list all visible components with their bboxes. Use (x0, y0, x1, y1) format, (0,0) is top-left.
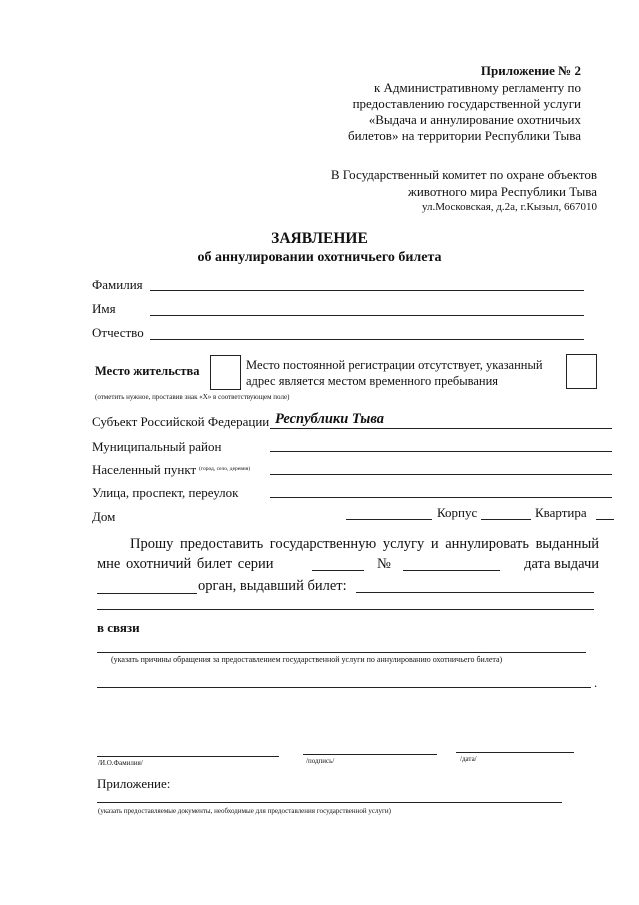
request-line-1: Прошу предоставить государственную услугу и аннулировать выданный (129, 536, 599, 552)
reason-label: в связи (97, 620, 140, 635)
addressee-line-3: ул.Московская, д.2а, г.Кызыл, 667010 (421, 201, 597, 213)
name-label: Имя (92, 301, 116, 316)
street-input-line[interactable] (270, 497, 612, 498)
request-line-2-c: дата выдачи (524, 556, 599, 572)
reason-input-line-2[interactable] (97, 687, 591, 688)
appendix-line-2: предоставлению государственной услуги (352, 96, 581, 111)
no-registration-checkbox[interactable] (566, 354, 597, 389)
attachment-label: Приложение: (97, 776, 171, 791)
apartment-input-line[interactable] (596, 519, 614, 520)
issuing-authority-input-line-2[interactable] (97, 609, 594, 610)
reason-hint: (указать причины обращения за предоставлением государственной услуги по аннулированию охотничьего билета) (111, 655, 503, 664)
request-line-2-b: № (377, 556, 391, 572)
locality-input-line[interactable] (270, 474, 612, 475)
issuing-authority-input-line[interactable] (356, 592, 594, 593)
appendix-line-4: билетов» на территории Республики Тыва (347, 128, 581, 143)
surname-label: Фамилия (92, 277, 143, 292)
no-registration-text-2: адрес является местом временного пребывания (246, 374, 499, 388)
signature-caption: /подпись/ (306, 757, 335, 765)
date-caption: /дата/ (460, 755, 477, 763)
residence-label: Место жительства (95, 364, 200, 378)
reason-input-line[interactable] (97, 652, 586, 653)
appendix-line-1: к Административному регламенту по (373, 80, 581, 95)
district-label: Муниципальный район (92, 439, 222, 454)
patronymic-input-line[interactable] (150, 339, 584, 340)
subject-label: Субъект Российской Федерации (92, 414, 270, 429)
issue-date-input-line[interactable] (97, 593, 197, 594)
no-registration-text-1: Место постоянной регистрации отсутствует, указанный (246, 358, 543, 372)
date-input-line[interactable] (456, 752, 574, 753)
attachment-hint: (указать предоставляемые документы, необходимые для предоставления государственной услуги) (98, 807, 391, 815)
locality-label: Населенный пункт (92, 462, 197, 477)
fio-caption: /И.О.Фамилия/ (98, 759, 143, 767)
residence-checkbox[interactable] (210, 355, 241, 390)
appendix-title: Приложение № 2 (480, 63, 581, 78)
street-label: Улица, проспект, переулок (92, 485, 239, 500)
house-label: Дом (92, 509, 116, 524)
building-input-line[interactable] (481, 519, 531, 520)
name-input-line[interactable] (150, 315, 584, 316)
addressee-line-2: животного мира Республики Тыва (407, 184, 597, 199)
reason-end-mark: . (594, 675, 598, 690)
district-input-line[interactable] (270, 451, 612, 452)
addressee-line-1: В Государственный комитет по охране объектов (330, 167, 597, 182)
document-subtitle: об аннулировании охотничьего билета (197, 250, 442, 265)
fio-input-line[interactable] (97, 756, 279, 757)
ticket-series-input-line[interactable] (312, 570, 364, 571)
ticket-number-input-line[interactable] (403, 570, 500, 571)
signature-input-line[interactable] (303, 754, 437, 755)
request-line-3: орган, выдавший билет: (198, 578, 347, 594)
appendix-line-3: «Выдача и аннулирование охотничьих (368, 112, 581, 127)
apartment-label: Квартира (535, 505, 587, 520)
house-input-line[interactable] (346, 519, 432, 520)
request-line-2-a: мне охотничий билет серии (97, 556, 274, 572)
building-label: Корпус (437, 505, 478, 520)
subject-value: Республики Тыва (275, 411, 384, 427)
residence-hint: (отметить нужное, проставив знак «Х» в соответствующем поле) (95, 393, 290, 401)
attachment-input-line[interactable] (97, 802, 562, 803)
patronymic-label: Отчество (92, 325, 144, 340)
surname-input-line[interactable] (150, 290, 584, 291)
document-title: ЗАЯВЛЕНИЕ (271, 230, 368, 247)
locality-hint: (город, село, деревня) (199, 466, 251, 472)
subject-input-line[interactable] (270, 428, 612, 429)
